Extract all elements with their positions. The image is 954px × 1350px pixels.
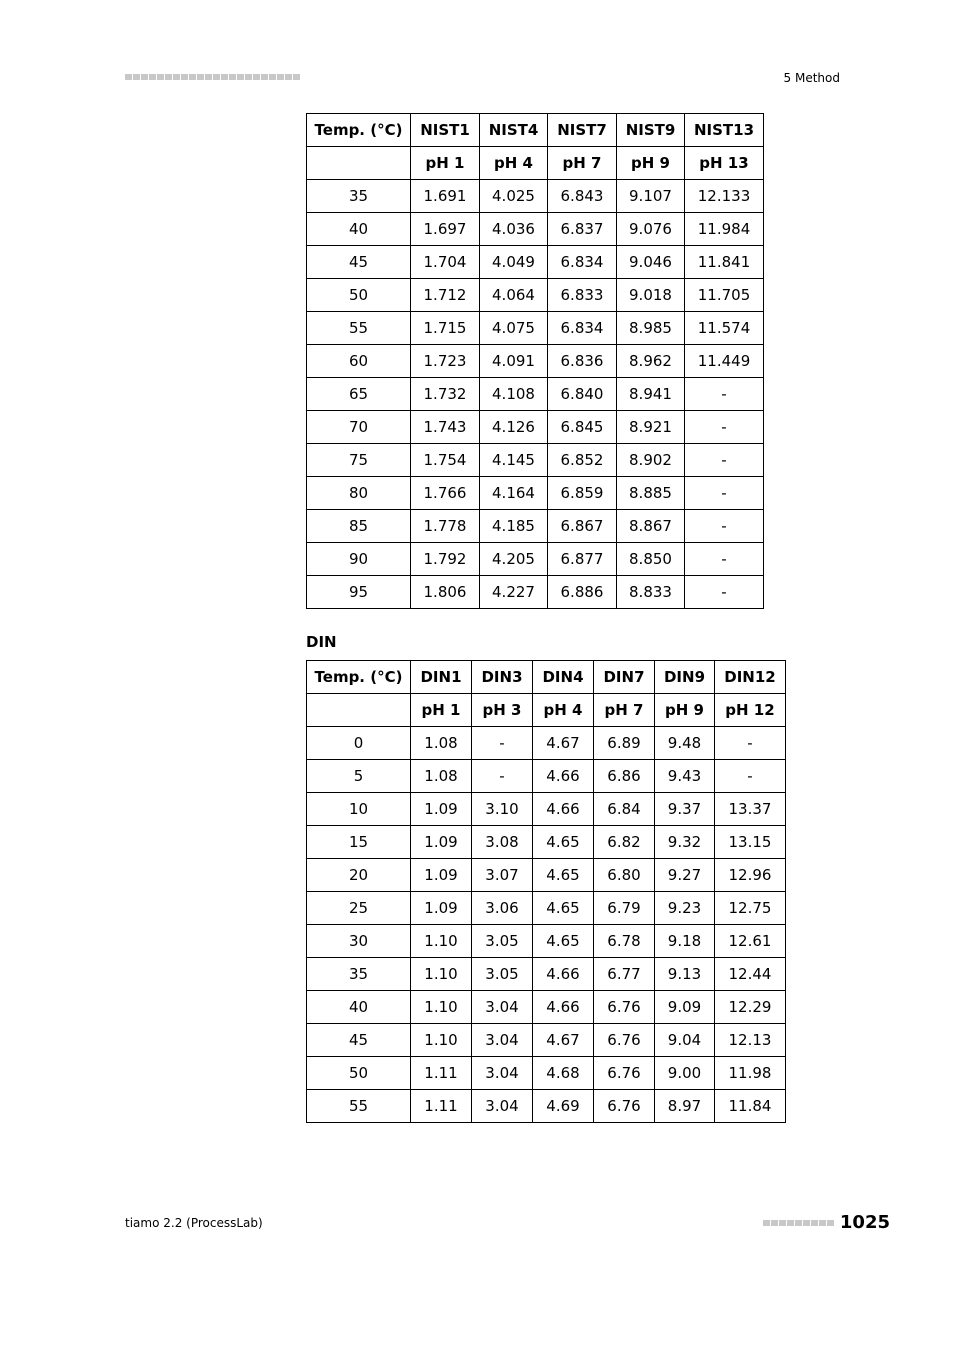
decoration-dot <box>197 74 204 80</box>
ph-value-cell: - <box>685 477 764 510</box>
ph-value-cell: 3.10 <box>472 793 533 826</box>
decoration-dot <box>253 74 260 80</box>
ph-value-cell: 3.04 <box>472 1057 533 1090</box>
ph-value-cell: 1.08 <box>411 727 472 760</box>
ph-value-cell: 11.98 <box>715 1057 786 1090</box>
decoration-dot <box>261 74 268 80</box>
table-row <box>307 760 786 793</box>
ph-value-cell: 4.67 <box>533 727 594 760</box>
temperature-cell: 10 <box>307 793 411 826</box>
ph-value-cell: 11.841 <box>685 246 764 279</box>
ph-value-cell: 4.025 <box>480 180 548 213</box>
ph-value-cell: 1.792 <box>411 543 480 576</box>
ph-value-cell: 6.76 <box>594 1090 655 1123</box>
decoration-dot <box>173 74 180 80</box>
temperature-cell: 80 <box>307 477 411 510</box>
table-row <box>307 444 764 477</box>
ph-value-cell: 8.833 <box>617 576 685 609</box>
table-row <box>307 543 764 576</box>
subheader-cell: pH 1 <box>411 147 480 180</box>
subheader-cell: pH 1 <box>411 694 472 727</box>
ph-value-cell: 6.867 <box>548 510 617 543</box>
decoration-dot <box>213 74 220 80</box>
temperature-cell: 20 <box>307 859 411 892</box>
header-cell: NIST1 <box>411 114 480 147</box>
ph-value-cell: 1.09 <box>411 793 472 826</box>
temperature-cell: 50 <box>307 279 411 312</box>
header-cell: DIN1 <box>411 661 472 694</box>
decoration-dot <box>763 1220 770 1226</box>
ph-value-cell: 8.850 <box>617 543 685 576</box>
nist-buffer-table <box>306 113 764 609</box>
subheader-cell: pH 13 <box>685 147 764 180</box>
ph-value-cell: 12.61 <box>715 925 786 958</box>
table-row <box>307 892 786 925</box>
temperature-cell: 50 <box>307 1057 411 1090</box>
temperature-cell: 35 <box>307 180 411 213</box>
ph-value-cell: 9.046 <box>617 246 685 279</box>
ph-value-cell: 4.049 <box>480 246 548 279</box>
decoration-dot <box>141 74 148 80</box>
ph-value-cell: 4.091 <box>480 345 548 378</box>
ph-value-cell: 6.845 <box>548 411 617 444</box>
decoration-dot <box>771 1220 778 1226</box>
nist-header-row <box>307 114 764 147</box>
ph-value-cell: 4.65 <box>533 925 594 958</box>
ph-value-cell: 4.064 <box>480 279 548 312</box>
ph-value-cell: 1.754 <box>411 444 480 477</box>
ph-value-cell: 12.96 <box>715 859 786 892</box>
ph-value-cell: 3.05 <box>472 958 533 991</box>
ph-value-cell: 11.574 <box>685 312 764 345</box>
ph-value-cell: 6.76 <box>594 1024 655 1057</box>
decoration-dot <box>819 1220 826 1226</box>
table-row <box>307 727 786 760</box>
ph-value-cell: 6.76 <box>594 991 655 1024</box>
ph-value-cell: 4.185 <box>480 510 548 543</box>
decoration-dot <box>293 74 300 80</box>
temperature-cell: 0 <box>307 727 411 760</box>
ph-value-cell: 6.834 <box>548 246 617 279</box>
table-row <box>307 246 764 279</box>
temperature-cell: 60 <box>307 345 411 378</box>
table-row <box>307 411 764 444</box>
ph-value-cell: 12.44 <box>715 958 786 991</box>
header-cell: NIST13 <box>685 114 764 147</box>
table-row <box>307 1057 786 1090</box>
table-row <box>307 991 786 1024</box>
ph-value-cell: 3.08 <box>472 826 533 859</box>
header-cell: DIN3 <box>472 661 533 694</box>
ph-value-cell: 8.962 <box>617 345 685 378</box>
decoration-dot <box>149 74 156 80</box>
ph-value-cell: 1.11 <box>411 1057 472 1090</box>
ph-value-cell: 1.712 <box>411 279 480 312</box>
decoration-dot <box>285 74 292 80</box>
ph-value-cell: 8.902 <box>617 444 685 477</box>
ph-value-cell: 8.921 <box>617 411 685 444</box>
decoration-dot <box>205 74 212 80</box>
din-section-title: DIN <box>306 633 337 651</box>
ph-value-cell: 9.018 <box>617 279 685 312</box>
ph-value-cell: - <box>715 760 786 793</box>
table-row <box>307 345 764 378</box>
temperature-cell: 45 <box>307 246 411 279</box>
ph-value-cell: 1.11 <box>411 1090 472 1123</box>
ph-value-cell: 1.704 <box>411 246 480 279</box>
ph-value-cell: 6.843 <box>548 180 617 213</box>
ph-value-cell: 4.65 <box>533 859 594 892</box>
header-cell: DIN9 <box>655 661 715 694</box>
table-row <box>307 925 786 958</box>
ph-value-cell: 9.13 <box>655 958 715 991</box>
ph-value-cell: 1.732 <box>411 378 480 411</box>
ph-value-cell: 8.941 <box>617 378 685 411</box>
ph-value-cell: 1.10 <box>411 991 472 1024</box>
header-section-title: 5 Method <box>783 71 840 85</box>
header-cell: NIST7 <box>548 114 617 147</box>
ph-value-cell: 4.69 <box>533 1090 594 1123</box>
ph-value-cell: - <box>472 760 533 793</box>
ph-value-cell: 9.076 <box>617 213 685 246</box>
ph-value-cell: 3.04 <box>472 991 533 1024</box>
ph-value-cell: 6.76 <box>594 1057 655 1090</box>
decoration-dot <box>221 74 228 80</box>
ph-value-cell: 4.036 <box>480 213 548 246</box>
subheader-cell: pH 3 <box>472 694 533 727</box>
ph-value-cell: 4.075 <box>480 312 548 345</box>
table-row <box>307 312 764 345</box>
ph-value-cell: - <box>685 411 764 444</box>
header-cell: Temp. (°C) <box>307 114 411 147</box>
temperature-cell: 40 <box>307 991 411 1024</box>
subheader-cell: pH 7 <box>548 147 617 180</box>
ph-value-cell: 11.449 <box>685 345 764 378</box>
ph-value-cell: 4.66 <box>533 991 594 1024</box>
ph-value-cell: 6.833 <box>548 279 617 312</box>
footer-page-info <box>763 1212 890 1233</box>
ph-value-cell: 6.89 <box>594 727 655 760</box>
header-cell: DIN12 <box>715 661 786 694</box>
ph-value-cell: 1.10 <box>411 1024 472 1057</box>
decoration-dot <box>229 74 236 80</box>
ph-value-cell: 8.985 <box>617 312 685 345</box>
ph-value-cell: 4.65 <box>533 892 594 925</box>
ph-value-cell: 11.984 <box>685 213 764 246</box>
table-row <box>307 576 764 609</box>
decoration-dot <box>125 74 132 80</box>
ph-value-cell: 6.836 <box>548 345 617 378</box>
subheader-cell: pH 4 <box>480 147 548 180</box>
ph-value-cell: 4.227 <box>480 576 548 609</box>
table-row <box>307 859 786 892</box>
ph-value-cell: 1.697 <box>411 213 480 246</box>
din-table-body <box>307 727 786 1123</box>
ph-value-cell: 1.691 <box>411 180 480 213</box>
temperature-cell: 5 <box>307 760 411 793</box>
ph-value-cell: 3.05 <box>472 925 533 958</box>
header-decoration <box>125 74 300 80</box>
ph-value-cell: 1.806 <box>411 576 480 609</box>
decoration-dot <box>165 74 172 80</box>
ph-value-cell: 6.837 <box>548 213 617 246</box>
ph-value-cell: 12.133 <box>685 180 764 213</box>
ph-value-cell: 4.68 <box>533 1057 594 1090</box>
table-row <box>307 180 764 213</box>
temperature-cell: 70 <box>307 411 411 444</box>
ph-value-cell: 4.66 <box>533 793 594 826</box>
ph-value-cell: 9.00 <box>655 1057 715 1090</box>
ph-value-cell: 4.67 <box>533 1024 594 1057</box>
temperature-cell: 65 <box>307 378 411 411</box>
header-cell: DIN4 <box>533 661 594 694</box>
subheader-cell: pH 9 <box>655 694 715 727</box>
ph-value-cell: 3.04 <box>472 1090 533 1123</box>
temperature-cell: 75 <box>307 444 411 477</box>
ph-value-cell: 6.852 <box>548 444 617 477</box>
ph-value-cell: 4.66 <box>533 760 594 793</box>
ph-value-cell: 6.840 <box>548 378 617 411</box>
ph-value-cell: 9.18 <box>655 925 715 958</box>
ph-value-cell: - <box>472 727 533 760</box>
ph-value-cell: 6.834 <box>548 312 617 345</box>
subheader-cell: pH 9 <box>617 147 685 180</box>
header-cell: NIST9 <box>617 114 685 147</box>
table-row <box>307 279 764 312</box>
ph-value-cell: 1.766 <box>411 477 480 510</box>
ph-value-cell: 4.205 <box>480 543 548 576</box>
decoration-dot <box>189 74 196 80</box>
ph-value-cell: 4.164 <box>480 477 548 510</box>
temperature-cell: 30 <box>307 925 411 958</box>
ph-value-cell: 6.886 <box>548 576 617 609</box>
ph-value-cell: 13.37 <box>715 793 786 826</box>
temperature-cell: 55 <box>307 1090 411 1123</box>
table-row <box>307 378 764 411</box>
decoration-dot <box>803 1220 810 1226</box>
temperature-cell: 40 <box>307 213 411 246</box>
ph-value-cell: 11.705 <box>685 279 764 312</box>
ph-value-cell: 9.32 <box>655 826 715 859</box>
decoration-dot <box>237 74 244 80</box>
ph-value-cell: 4.108 <box>480 378 548 411</box>
ph-value-cell: 9.37 <box>655 793 715 826</box>
ph-value-cell: 4.66 <box>533 958 594 991</box>
ph-value-cell: 6.77 <box>594 958 655 991</box>
ph-value-cell: 9.04 <box>655 1024 715 1057</box>
table-row <box>307 826 786 859</box>
decoration-dot <box>133 74 140 80</box>
table-row <box>307 958 786 991</box>
ph-value-cell: 1.09 <box>411 859 472 892</box>
footer-product-name: tiamo 2.2 (ProcessLab) <box>125 1216 263 1230</box>
ph-value-cell: - <box>685 510 764 543</box>
decoration-dot <box>787 1220 794 1226</box>
ph-value-cell: 11.84 <box>715 1090 786 1123</box>
ph-value-cell: 9.23 <box>655 892 715 925</box>
table-row <box>307 510 764 543</box>
ph-value-cell: 6.80 <box>594 859 655 892</box>
ph-value-cell: 12.75 <box>715 892 786 925</box>
temperature-cell: 85 <box>307 510 411 543</box>
ph-value-cell: 6.79 <box>594 892 655 925</box>
header-cell: Temp. (°C) <box>307 661 411 694</box>
ph-value-cell: 9.48 <box>655 727 715 760</box>
subheader-cell: pH 4 <box>533 694 594 727</box>
decoration-dot <box>245 74 252 80</box>
ph-value-cell: 1.723 <box>411 345 480 378</box>
header-cell: DIN7 <box>594 661 655 694</box>
ph-value-cell: 3.06 <box>472 892 533 925</box>
ph-value-cell: 13.15 <box>715 826 786 859</box>
nist-subheader-row <box>307 147 764 180</box>
ph-value-cell: 4.145 <box>480 444 548 477</box>
din-header-row <box>307 661 786 694</box>
din-buffer-table <box>306 660 786 1123</box>
ph-value-cell: 1.743 <box>411 411 480 444</box>
decoration-dot <box>181 74 188 80</box>
decoration-dot <box>827 1220 834 1226</box>
ph-value-cell: 1.09 <box>411 826 472 859</box>
temperature-cell: 95 <box>307 576 411 609</box>
ph-value-cell: - <box>685 444 764 477</box>
footer-decoration <box>763 1220 834 1226</box>
ph-value-cell: 4.65 <box>533 826 594 859</box>
header-cell: NIST4 <box>480 114 548 147</box>
subheader-cell <box>307 694 411 727</box>
ph-value-cell: 8.867 <box>617 510 685 543</box>
subheader-cell <box>307 147 411 180</box>
ph-value-cell: 8.97 <box>655 1090 715 1123</box>
decoration-dot <box>269 74 276 80</box>
decoration-dot <box>157 74 164 80</box>
temperature-cell: 55 <box>307 312 411 345</box>
ph-value-cell: 1.10 <box>411 958 472 991</box>
ph-value-cell: 6.78 <box>594 925 655 958</box>
temperature-cell: 25 <box>307 892 411 925</box>
ph-value-cell: 9.09 <box>655 991 715 1024</box>
temperature-cell: 45 <box>307 1024 411 1057</box>
table-row <box>307 213 764 246</box>
ph-value-cell: 1.715 <box>411 312 480 345</box>
ph-value-cell: 1.10 <box>411 925 472 958</box>
decoration-dot <box>811 1220 818 1226</box>
ph-value-cell: 12.13 <box>715 1024 786 1057</box>
ph-value-cell: 4.126 <box>480 411 548 444</box>
ph-value-cell: - <box>715 727 786 760</box>
ph-value-cell: 6.82 <box>594 826 655 859</box>
table-row <box>307 793 786 826</box>
subheader-cell: pH 12 <box>715 694 786 727</box>
temperature-cell: 90 <box>307 543 411 576</box>
ph-value-cell: 12.29 <box>715 991 786 1024</box>
temperature-cell: 35 <box>307 958 411 991</box>
decoration-dot <box>795 1220 802 1226</box>
page-number: 1025 <box>839 1212 890 1233</box>
decoration-dot <box>277 74 284 80</box>
ph-value-cell: - <box>685 543 764 576</box>
ph-value-cell: - <box>685 576 764 609</box>
nist-table-body <box>307 180 764 609</box>
din-subheader-row <box>307 694 786 727</box>
ph-value-cell: 1.778 <box>411 510 480 543</box>
ph-value-cell: 8.885 <box>617 477 685 510</box>
subheader-cell: pH 7 <box>594 694 655 727</box>
ph-value-cell: - <box>685 378 764 411</box>
ph-value-cell: 3.04 <box>472 1024 533 1057</box>
temperature-cell: 15 <box>307 826 411 859</box>
ph-value-cell: 9.43 <box>655 760 715 793</box>
decoration-dot <box>779 1220 786 1226</box>
ph-value-cell: 9.27 <box>655 859 715 892</box>
ph-value-cell: 6.877 <box>548 543 617 576</box>
ph-value-cell: 1.09 <box>411 892 472 925</box>
table-row <box>307 1090 786 1123</box>
ph-value-cell: 6.86 <box>594 760 655 793</box>
ph-value-cell: 6.859 <box>548 477 617 510</box>
ph-value-cell: 3.07 <box>472 859 533 892</box>
ph-value-cell: 1.08 <box>411 760 472 793</box>
table-row <box>307 477 764 510</box>
table-row <box>307 1024 786 1057</box>
ph-value-cell: 6.84 <box>594 793 655 826</box>
ph-value-cell: 9.107 <box>617 180 685 213</box>
